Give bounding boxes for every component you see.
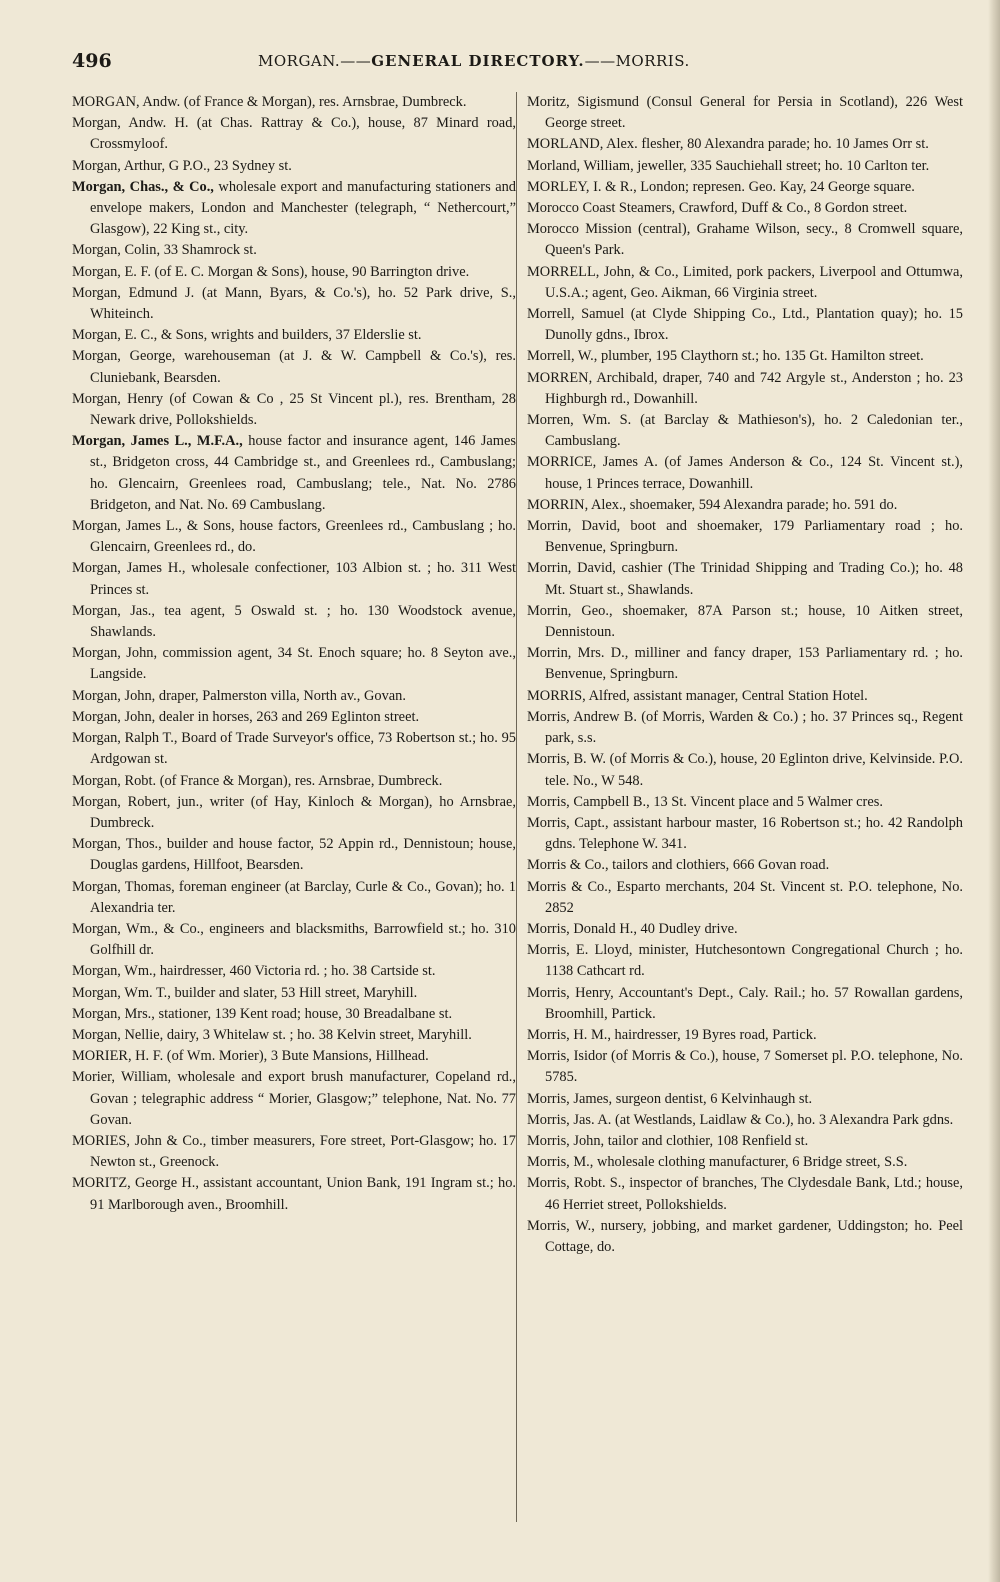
entry-name: Morrell, W., <box>527 348 598 365</box>
entry-name: Morgan, Wm. T., <box>72 984 171 1001</box>
entry-name: Morgan, Edmund J. <box>72 284 195 301</box>
entry-details: hairdresser, 460 Victoria rd. ; ho. 38 Cartside st. <box>156 963 436 980</box>
entry-details: builder and house factor, 52 Appin rd., Dennistoun; house, Douglas gardens, Hillfoot, Bearsden. <box>90 836 517 874</box>
entry-name: Morris, B. W. <box>527 751 606 768</box>
entry-details: inspector of branches, The Clydesdale Bank, Ltd.; house, 46 Herriet street, Pollokshields. <box>545 1175 963 1213</box>
entry-name: Morgan, George, <box>72 348 176 365</box>
entry-details: stationer, 139 Kent road; house, 30 Breadalbane st. <box>154 1005 453 1022</box>
entry-name: Morgan, John, <box>72 687 156 704</box>
directory-entry <box>72 1046 516 1067</box>
entry-details: London; represen. Geo. Kay, 24 George square. <box>636 178 915 195</box>
directory-entry <box>72 601 516 643</box>
entry-details: (at Westlands, Laidlaw & Co.), ho. 3 Alexandra Park gdns. <box>611 1111 954 1128</box>
entry-details: Esparto merchants, 204 St. Vincent st. P.O. telephone, No. 2852 <box>545 878 963 916</box>
entry-name: Morier, William, <box>72 1069 172 1086</box>
entry-name: Morgan, E. C., & Sons, <box>72 327 208 344</box>
entry-name: Morland, William, <box>527 157 634 174</box>
directory-entry <box>527 156 963 177</box>
entry-name: Morgan, Henry <box>72 390 164 407</box>
entry-details: (Consul General for Persia in Scotland), 226 West George street. <box>545 94 964 132</box>
directory-entry <box>527 134 963 155</box>
entry-name: Morris & Co., <box>527 878 612 895</box>
directory-entry <box>72 1131 516 1173</box>
running-head-left: MORGAN.—— <box>258 52 372 70</box>
entry-details: warehouseman (at J. & W. Campbell & Co.'s), res. Cluniebank, Bearsden. <box>90 348 517 386</box>
entry-name: Morris, Robt. S., <box>527 1175 625 1192</box>
directory-entry <box>72 877 516 919</box>
directory-entry <box>72 325 516 346</box>
directory-entry <box>72 1004 516 1025</box>
entry-name: Morgan, James H., <box>72 560 186 577</box>
directory-entry <box>72 834 516 876</box>
directory-entry <box>527 410 963 452</box>
entry-details: dealer in horses, 263 and 269 Eglinton street. <box>155 708 420 725</box>
entry-details: (of Wm. Morier), 3 Bute Mansions, Hillhead. <box>163 1048 429 1065</box>
entry-details: hairdresser, 19 Byres road, Partick. <box>610 1026 817 1043</box>
directory-entry <box>72 643 516 685</box>
right-column <box>527 92 963 1258</box>
entry-name: Morgan, Arthur, <box>72 157 166 174</box>
entry-details: (at Chas. Rattray & Co.), house, 87 Minard road, Crossmyloof. <box>90 115 516 153</box>
entry-details: jeweller, 335 Sauchiehall street; ho. 10 Carlton ter. <box>633 157 930 174</box>
entry-name: Morris, Donald H., <box>527 920 637 937</box>
entry-details: plumber, 195 Claythorn st.; ho. 135 Gt. Hamilton street. <box>597 348 924 365</box>
directory-entry <box>527 346 963 367</box>
entry-name: Morgan, Robert, jun., <box>72 793 203 810</box>
entry-details: milliner and fancy draper, 153 Parliamentary rd. ; ho. Benvenue, Springburn. <box>545 645 963 683</box>
directory-entry <box>72 707 516 728</box>
entry-name: MORREN, Archibald, <box>527 369 658 386</box>
entry-details: minister, Hutchesontown Congregational Church ; ho. 1138 Cathcart rd. <box>545 942 963 980</box>
directory-entry <box>527 983 963 1025</box>
entry-name: Morgan, Ralph T., <box>72 730 178 747</box>
entry-details: timber measurers, Fore street, Port-Glasgow; ho. 17 Newton st., Greenock. <box>90 1132 517 1171</box>
directory-entry <box>527 940 963 982</box>
entry-details: 13 St. Vincent place and 5 Walmer cres. <box>649 793 883 810</box>
directory-entry <box>527 495 963 516</box>
directory-entry <box>72 983 516 1004</box>
entry-details: (central), Grahame Wilson, secy., 8 Cromwell square, Queen's Park. <box>545 221 963 259</box>
entry-name: Morris & Co., <box>527 857 609 874</box>
entry-details: assistant manager, Central Station Hotel. <box>629 687 868 704</box>
entry-details: tea agent, 5 Oswald st. ; ho. 130 Woodstock avenue, Shawlands. <box>90 602 517 641</box>
directory-entry <box>527 813 963 855</box>
directory-entry <box>527 262 963 304</box>
entry-name: Morgan, James L., M.F.A., <box>72 433 243 450</box>
entry-details: cashier (The Trinidad Shipping and Trading Co.); ho. 48 Mt. Stuart st., Shawlands. <box>545 560 963 598</box>
entry-name: Morrell, Samuel <box>527 306 625 323</box>
entry-name: MORIER, H. F. <box>72 1048 164 1065</box>
entry-name: Morocco Coast Steamers, <box>527 200 676 217</box>
entry-details: draper, Palmerston villa, North av., Govan. <box>155 687 406 704</box>
directory-entry <box>527 1173 963 1215</box>
entry-name: MORIES, John & Co., <box>72 1132 207 1149</box>
entry-name: Morrin, Mrs. D., <box>527 645 629 662</box>
entry-details: assistant accountant, Union Bank, 191 Ingram st.; ho. 91 Marlborough aven., Broomhill. <box>90 1175 516 1213</box>
entry-name: Morgan, Wm., & Co., <box>72 920 204 937</box>
directory-entry <box>527 919 963 940</box>
page-header <box>68 50 968 74</box>
entry-name: MORITZ, George H., <box>72 1175 199 1192</box>
entry-details: Accountant's Dept., Caly. Rail.; ho. 57 Rowallan gardens, Broomhill, Partick. <box>545 984 963 1022</box>
page-number: 496 <box>72 50 112 72</box>
entry-details: engineers and blacksmiths, Barrowfield st.; ho. 310 Golfhill dr. <box>90 920 516 959</box>
directory-entry <box>527 177 963 198</box>
entry-details: house factor and insurance agent, 146 James st., Bridgeton cross, 44 Cambridge st., and Greenlees rd., Cambuslang; ho. Glencairn, Greenlees road, Cambuslang; tele., Nat. No. 2786 Bridgeton, and Nat. No. 69 Cambuslang. <box>90 433 516 513</box>
entry-name: Morris, Andrew B. <box>527 708 637 725</box>
entry-name: Morris, H. M., <box>527 1026 611 1043</box>
entry-name: Morris, Jas. A. <box>527 1111 612 1128</box>
directory-entry <box>527 855 963 876</box>
entry-details: shoemaker, 594 Alexandra parade; ho. 591 do. <box>626 496 898 513</box>
entry-details: wholesale and export brush manufacturer, Copeland rd., Govan ; telegraphic address “ Morier, Glasgow;” telephone, Nat. No. 77 Govan. <box>90 1069 516 1128</box>
directory-entry <box>527 686 963 707</box>
entry-details: assistant harbour master, 16 Robertson st.; ho. 42 Randolph gdns. Telephone W. 341. <box>545 814 964 853</box>
directory-entry <box>527 792 963 813</box>
directory-entry <box>72 262 516 283</box>
directory-entry <box>527 304 963 346</box>
entry-name: Morris, Capt., <box>527 814 609 831</box>
entry-name: MORLEY, I. & R., <box>527 178 637 195</box>
entry-name: Morgan, Nellie, <box>72 1026 164 1043</box>
entry-name: Morgan, Andw. H. <box>72 115 189 132</box>
entry-details: (of France & Morgan), res. Arnsbrae, Dumbreck. <box>180 94 467 110</box>
entry-name: MORRICE, James A. <box>527 454 658 471</box>
entry-name: MORRIN, Alex., <box>527 496 627 513</box>
entry-name: Morgan, John, <box>72 645 158 662</box>
entry-details: foreman engineer (at Barclay, Curle & Co., Govan); ho. 1 Alexandria ter. <box>90 878 516 916</box>
directory-entry <box>527 92 963 134</box>
directory-entry <box>72 177 516 241</box>
entry-name: MORLAND, Alex. <box>527 136 638 153</box>
entry-details: wholesale clothing manufacturer, 6 Bridge street, S.S. <box>593 1154 908 1171</box>
left-column <box>72 92 516 1216</box>
directory-entry <box>72 1173 516 1215</box>
entry-name: Morgan, Robt. <box>72 772 157 789</box>
entry-name: Morris, W., <box>527 1217 595 1234</box>
directory-entry <box>527 877 963 919</box>
entry-details: (of E. C. Morgan & Sons), house, 90 Barrington drive. <box>150 263 470 280</box>
directory-entry <box>527 198 963 219</box>
entry-details: boot and shoemaker, 179 Parliamentary road ; ho. Benvenue, Springburn. <box>545 518 963 556</box>
directory-entry <box>527 643 963 685</box>
entry-details: (of France & Morgan), res. Arnsbrae, Dumbreck. <box>156 772 443 789</box>
entry-details: 33 Shamrock st. <box>160 242 257 259</box>
directory-entry <box>72 919 516 961</box>
directory-entry <box>527 368 963 410</box>
entry-details: Board of Trade Surveyor's office, 73 Robertson st.; ho. 95 Ardgowan st. <box>90 730 516 768</box>
directory-entry <box>527 558 963 600</box>
directory-entry <box>72 346 516 388</box>
entry-name: Morgan, Thomas, <box>72 878 175 895</box>
entry-name: Morrin, Geo., <box>527 602 613 619</box>
entry-details: G P.O., 23 Sydney st. <box>165 157 292 174</box>
entry-name: Morgan, Thos., <box>72 836 162 853</box>
directory-entry <box>527 1089 963 1110</box>
entry-details: (at Clyde Shipping Co., Ltd., Plantation quay); ho. 15 Dunolly gdns., Ibrox. <box>545 306 963 344</box>
entry-name: Morris, M., <box>527 1154 594 1171</box>
entry-name: Morris, James, <box>527 1090 613 1107</box>
entry-details: house factors, Greenlees rd., Cambuslang ; ho. Glencairn, Greenlees rd., do. <box>90 518 516 556</box>
directory-entry <box>527 601 963 643</box>
directory-entry <box>527 452 963 494</box>
entry-name: Morgan, Mrs., <box>72 1005 155 1022</box>
directory-entry <box>72 1067 516 1131</box>
directory-entry <box>72 1025 516 1046</box>
directory-entry <box>527 1110 963 1131</box>
entry-name: Morris, Henry, <box>527 984 614 1001</box>
entry-name: Morren, Wm. S. <box>527 412 632 429</box>
directory-entry <box>72 558 516 600</box>
entry-name: Morrin, David, <box>527 560 616 577</box>
entry-details: (at Barclay & Mathieson's), ho. 2 Caledonian ter., Cambuslang. <box>545 412 963 450</box>
directory-entry <box>527 219 963 261</box>
directory-entry <box>72 156 516 177</box>
entry-name: Morocco Mission <box>527 221 632 238</box>
directory-entry <box>72 431 516 516</box>
entry-name: MORRIS, Alfred, <box>527 687 630 704</box>
entry-details: writer (of Hay, Kinloch & Morgan), ho Arnsbrae, Dumbreck. <box>90 793 516 831</box>
directory-entry <box>527 1216 963 1258</box>
entry-details: (at Mann, Byars, & Co.'s), ho. 52 Park drive, S., Whiteinch. <box>90 284 516 323</box>
entry-details: surgeon dentist, 6 Kelvinhaugh st. <box>612 1090 813 1107</box>
entry-details: wholesale confectioner, 103 Albion st. ; ho. 311 West Princes st. <box>90 560 516 598</box>
entry-details: (of Morris, Warden & Co.) ; ho. 37 Princes sq., Regent park, s.s. <box>545 708 963 747</box>
directory-entry <box>72 240 516 261</box>
directory-entry <box>527 1152 963 1173</box>
entry-details: 40 Dudley drive. <box>636 920 738 937</box>
entry-details: dairy, 3 Whitelaw st. ; ho. 38 Kelvin street, Maryhill. <box>163 1026 472 1043</box>
entry-details: Crawford, Duff & Co., 8 Gordon street. <box>675 200 908 217</box>
entry-details: (of Cowan & Co , 25 St Vincent pl.), res. Brentham, 28 Newark drive, Pollokshields. <box>90 390 516 429</box>
entry-details: (of Morris & Co.), house, 20 Eglinton drive, Kelvinside. P.O. tele. No., W 548. <box>545 751 964 789</box>
entry-name: Morris, E. Lloyd, <box>527 942 633 959</box>
entry-name: Morgan, Chas., & Co., <box>72 178 214 195</box>
directory-entry <box>72 516 516 558</box>
directory-entry <box>72 389 516 431</box>
directory-entry <box>72 686 516 707</box>
directory-entry <box>527 1025 963 1046</box>
directory-entry <box>72 283 516 325</box>
entry-details: wholesale export and manufacturing stationers and envelope makers, London and Manchester (telegraph, “ Nethercourt,” Glasgow), 22 King st., city. <box>90 178 517 238</box>
running-head-right: ——MORRIS. <box>584 52 690 70</box>
entry-name: Morgan, Colin, <box>72 242 161 259</box>
page-spine-shadow <box>988 0 1000 1582</box>
entry-name: Morgan, E. F. <box>72 263 151 280</box>
entry-name: Morgan, Jas., <box>72 602 155 619</box>
entry-name: Morgan, James L., & Sons, <box>72 518 235 535</box>
directory-entry <box>527 749 963 791</box>
entry-name: Morris, Campbell B., <box>527 793 650 810</box>
entry-details: tailor and clothier, 108 Renfield st. <box>604 1132 809 1149</box>
entry-details: flesher, 80 Alexandra parade; ho. 10 James Orr st. <box>637 136 929 153</box>
entry-details: tailors and clothiers, 666 Govan road. <box>608 857 830 874</box>
entry-details: nursery, jobbing, and market gardener, Uddingston; ho. Peel Cottage, do. <box>545 1217 963 1255</box>
directory-entry <box>72 728 516 770</box>
entry-details: commission agent, 34 St. Enoch square; ho. 8 Seyton ave., Langside. <box>90 645 517 683</box>
column-divider <box>516 92 517 1522</box>
directory-entry <box>72 792 516 834</box>
entry-name: Morgan, John, <box>72 708 156 725</box>
entry-details: (of James Anderson & Co., 124 St. Vincent st.), house, 1 Princes terrace, Dowanhill. <box>545 454 963 492</box>
entry-details: wrights and builders, 37 Elderslie st. <box>207 327 422 344</box>
directory-entry <box>72 961 516 982</box>
directory-entry <box>527 707 963 749</box>
directory-entry <box>527 1046 963 1088</box>
entry-details: (of Morris & Co.), house, 7 Somerset pl. P.O. telephone, No. 5785. <box>545 1048 963 1086</box>
entry-details: builder and slater, 53 Hill street, Maryhill. <box>170 984 418 1001</box>
directory-entry <box>72 771 516 792</box>
directory-entry <box>527 516 963 558</box>
directory-entry <box>72 92 516 113</box>
entry-name: Morris, John, <box>527 1132 605 1149</box>
directory-entry <box>527 1131 963 1152</box>
running-head-center: GENERAL DIRECTORY. <box>371 52 585 70</box>
entry-name: Morgan, Wm., <box>72 963 157 980</box>
entry-details: pork packers, Liverpool and Ottumwa, U.S.A.; agent, Geo. Aikman, 66 Virginia street. <box>545 263 963 301</box>
directory-entry <box>72 113 516 155</box>
entry-details: draper, 740 and 742 Argyle st., Anderston ; ho. 23 Highburgh rd., Dowanhill. <box>545 369 963 407</box>
entry-name: Morrin, David, <box>527 518 621 535</box>
entry-details: shoemaker, 87A Parson st.; house, 10 Aitken street, Dennistoun. <box>545 602 963 641</box>
entry-name: Moritz, Sigismund <box>527 94 639 110</box>
entry-name: MORGAN, Andw. <box>72 94 181 110</box>
entry-name: MORRELL, John, & Co., Limited, <box>527 263 733 280</box>
running-head <box>258 52 690 70</box>
entry-name: Morris, Isidor <box>527 1048 608 1065</box>
